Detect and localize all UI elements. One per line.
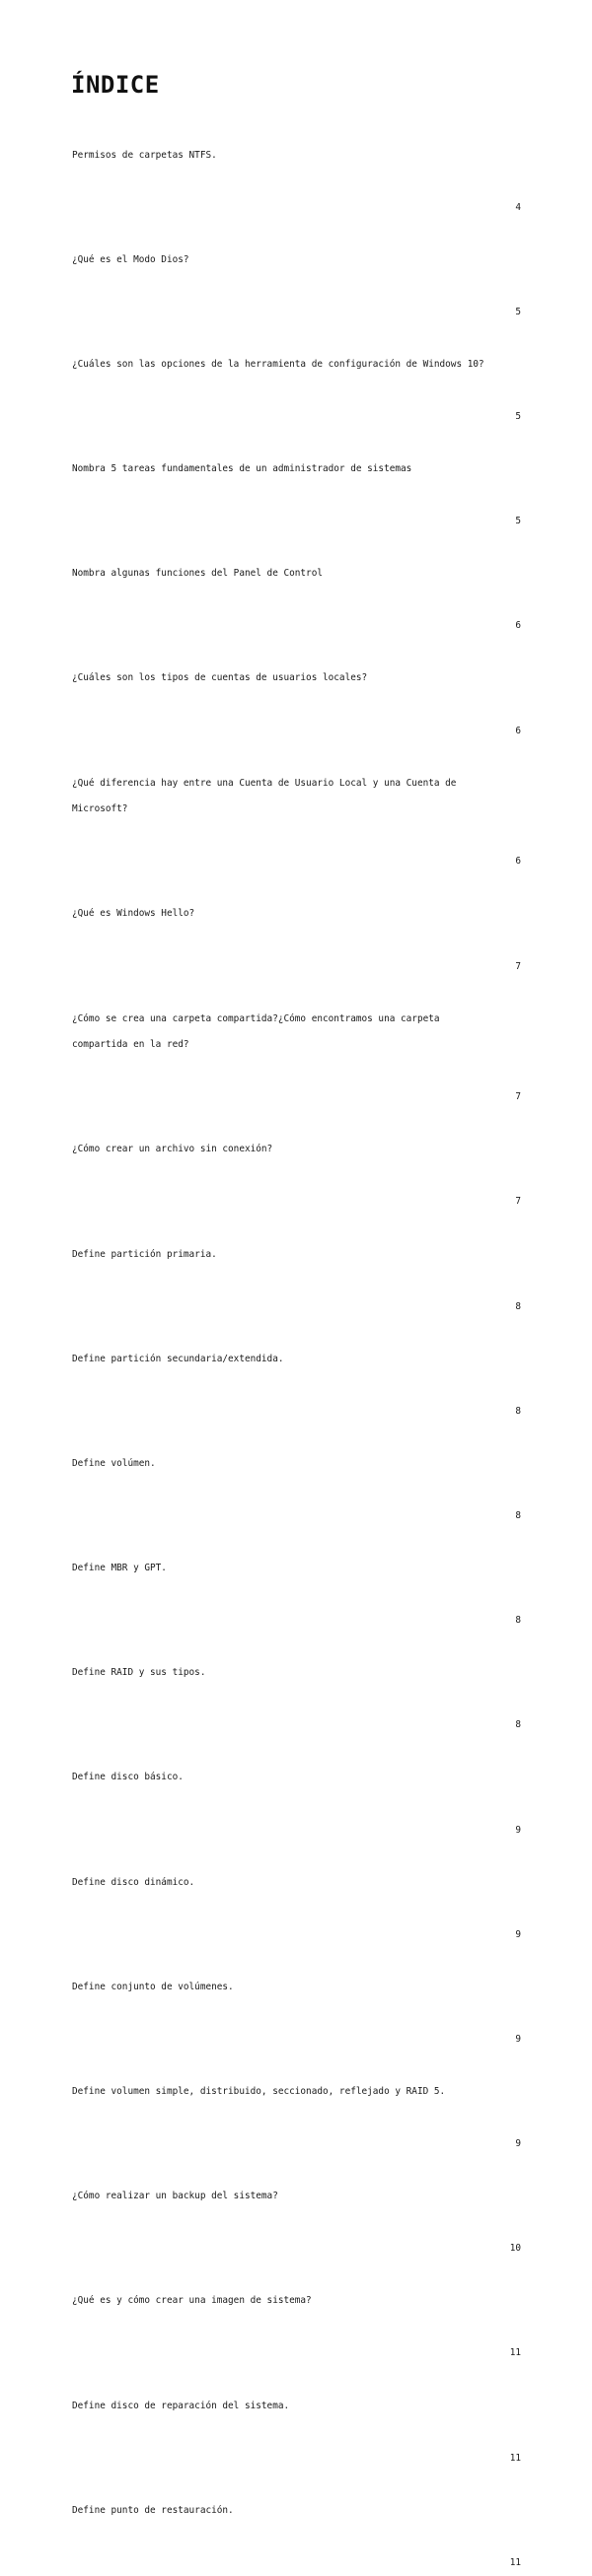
- toc-entry[interactable]: [72, 1844, 521, 1948]
- toc-entry-text: ¿Cómo crear un archivo sin conexión?: [72, 1144, 273, 1155]
- toc-entry-page: 11: [509, 2347, 521, 2359]
- toc-title: ÍNDICE: [71, 71, 160, 99]
- toc-entry[interactable]: [72, 325, 521, 430]
- toc-entry-page: 11: [509, 2452, 521, 2464]
- toc-entry[interactable]: [72, 2472, 521, 2576]
- toc-entry-page: 8: [515, 1405, 521, 1417]
- toc-entry-page: 7: [515, 1196, 521, 1208]
- toc-entry[interactable]: [72, 2263, 521, 2367]
- toc-entry[interactable]: [72, 1320, 521, 1425]
- toc-entry-text: ¿Cuáles son los tipos de cuentas de usuarios locales?: [72, 672, 368, 684]
- toc-entry[interactable]: [72, 431, 521, 535]
- toc-entry-page: 5: [515, 411, 521, 423]
- toc-entry-text: ¿Qué es Windows Hello?: [72, 908, 195, 920]
- toc-entry-text: ¿Qué es y cómo crear una imagen de sistema?: [72, 2295, 312, 2307]
- toc-entry[interactable]: [72, 2367, 521, 2472]
- toc-entry-text: Define MBR y GPT.: [72, 1563, 167, 1574]
- toc-entry-text: Define punto de restauración.: [72, 2504, 234, 2516]
- toc-entry[interactable]: [72, 221, 521, 325]
- toc-entry-text: Define disco de reparación del sistema.: [72, 2400, 290, 2411]
- toc-entry[interactable]: [72, 1530, 521, 1635]
- toc-entry-page: 6: [515, 856, 521, 868]
- toc-entry-text: ¿Cómo realizar un backup del sistema?: [72, 2191, 278, 2202]
- toc-entry-text: Define conjunto de volúmenes.: [72, 1981, 234, 1992]
- toc-entry-text: ¿Cuáles son las opciones de la herramienta de configuración de Windows 10?: [72, 358, 484, 370]
- toc-entry-text: Define partición secundaria/extendida.: [72, 1353, 284, 1364]
- toc-entry-text: Define disco básico.: [72, 1772, 184, 1783]
- toc-entry-page: 7: [515, 1091, 521, 1103]
- toc-entry-page: 7: [515, 960, 521, 972]
- toc-entry-text: Permisos de carpetas NTFS.: [72, 149, 217, 161]
- toc-entry-page: 5: [515, 516, 521, 527]
- toc-entry[interactable]: [72, 116, 521, 221]
- toc-entry-page: 11: [509, 2556, 521, 2568]
- toc-entry[interactable]: [72, 640, 521, 744]
- toc-entry-text: Define RAID y sus tipos.: [72, 1667, 206, 1679]
- toc-entry-text: ¿Cómo se crea una carpeta compartida?¿Cómo encontramos una carpeta compartida en la red?: [72, 1012, 440, 1051]
- toc-entry[interactable]: [72, 1739, 521, 1844]
- toc-entry[interactable]: [72, 1216, 521, 1320]
- toc-list: [72, 116, 521, 2576]
- toc-entry-text: Define disco dinámico.: [72, 1876, 195, 1888]
- toc-entry[interactable]: [72, 875, 521, 980]
- toc-entry-page: 8: [515, 1719, 521, 1731]
- toc-entry[interactable]: [72, 1425, 521, 1529]
- toc-entry[interactable]: [72, 1111, 521, 1216]
- toc-entry[interactable]: [72, 2158, 521, 2263]
- toc-entry-text: Nombra 5 tareas fundamentales de un administrador de sistemas: [72, 463, 412, 475]
- toc-entry-page: 6: [515, 620, 521, 632]
- toc-entry-page: 8: [515, 1509, 521, 1521]
- toc-entry-text: Nombra algunas funciones del Panel de Control: [72, 568, 323, 580]
- toc-entry[interactable]: [72, 980, 521, 1111]
- toc-entry[interactable]: [72, 2053, 521, 2157]
- toc-entry-text: ¿Qué diferencia hay entre una Cuenta de Usuario Local y una Cuenta de Microsoft?: [72, 777, 457, 815]
- toc-entry-page: 9: [515, 1928, 521, 1940]
- toc-entry[interactable]: [72, 1635, 521, 1739]
- toc-entry[interactable]: [72, 1948, 521, 2053]
- toc-entry-text: Define partición primaria.: [72, 1248, 217, 1260]
- toc-entry-page: 9: [515, 1824, 521, 1836]
- toc-entry-text: Define volumen simple, distribuido, seccionado, reflejado y RAID 5.: [72, 2086, 446, 2098]
- toc-entry-page: 4: [515, 201, 521, 213]
- toc-entry-page: 10: [509, 2243, 521, 2255]
- toc-entry-text: ¿Qué es el Modo Dios?: [72, 253, 189, 265]
- toc-entry-page: 9: [515, 2033, 521, 2045]
- toc-entry-page: 9: [515, 2138, 521, 2150]
- toc-entry-page: 6: [515, 725, 521, 736]
- toc-entry[interactable]: [72, 535, 521, 640]
- toc-entry-text: Define volúmen.: [72, 1457, 156, 1469]
- toc-entry-page: 8: [515, 1615, 521, 1627]
- toc-entry[interactable]: [72, 744, 521, 875]
- toc-entry-page: 8: [515, 1300, 521, 1312]
- toc-entry-page: 5: [515, 306, 521, 317]
